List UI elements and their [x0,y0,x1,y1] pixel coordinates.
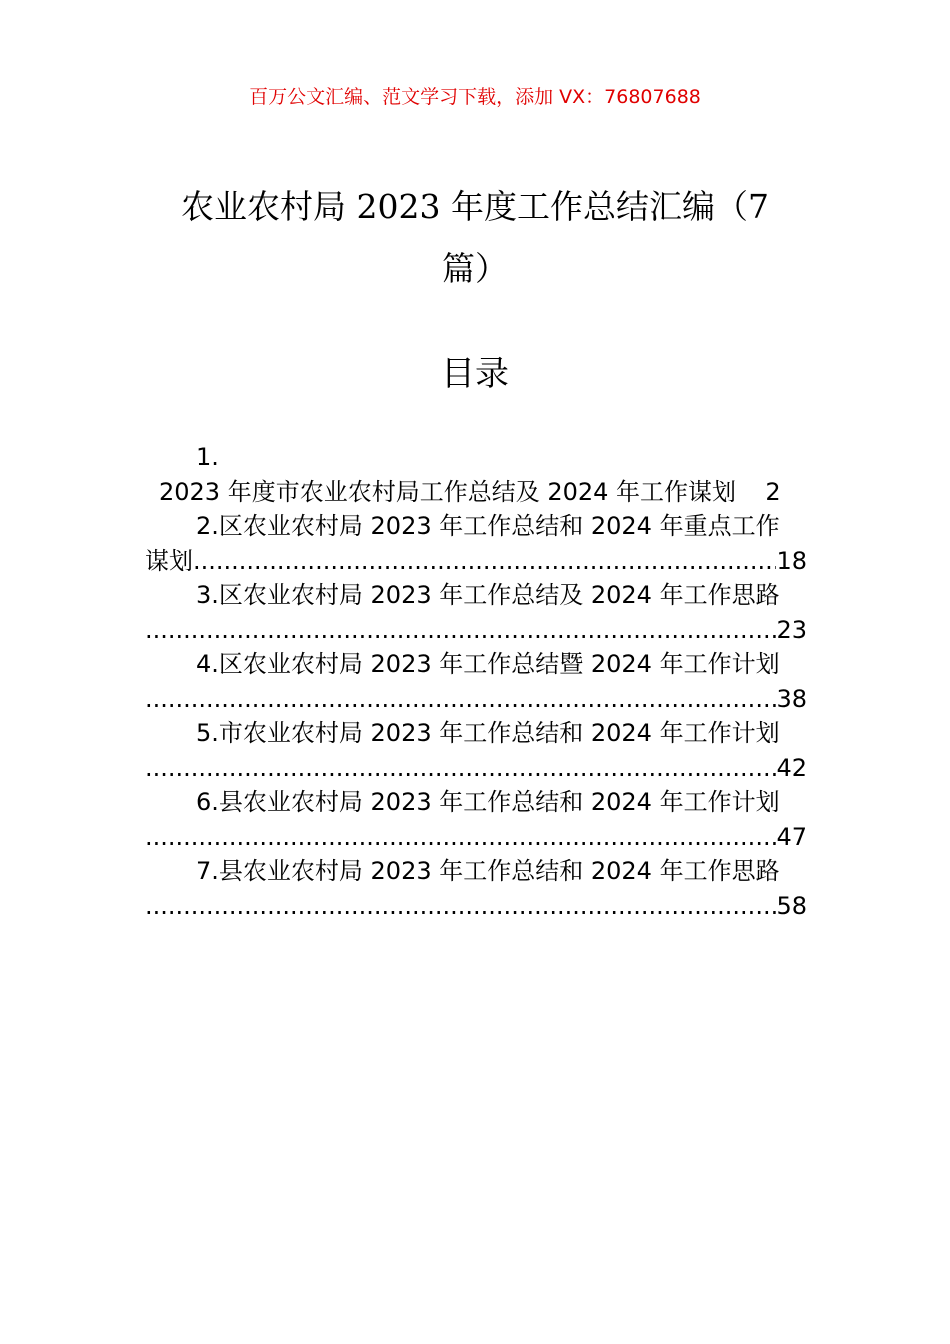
watermark-banner [0,84,950,110]
toc-item-1[interactable] [145,475,807,510]
toc-item-2-title-continued: 谋划 [145,546,193,575]
document-title-line-2: 篇） [442,249,508,288]
toc-item-1-title: 2023 年度市农业农村局工作总结及 2024 年工作谋划 [159,477,737,506]
document-title [145,176,805,300]
toc-leader-dots [145,820,776,855]
toc-item-5-leader[interactable] [145,751,807,786]
toc-item-5-page: 42 [776,753,807,782]
toc-item-7-leader[interactable] [145,889,807,924]
toc-item-5-title[interactable]: 5.市农业农村局 2023 年工作总结和 2024 年工作计划 [196,719,780,747]
toc-item-7-title[interactable]: 7.县农业农村局 2023 年工作总结和 2024 年工作思路 [196,857,780,885]
toc-item-3-title[interactable]: 3.区农业农村局 2023 年工作总结及 2024 年工作思路 [196,581,780,609]
toc-leader-dots [145,613,776,648]
toc-item-4-leader[interactable] [145,682,807,717]
toc-item-1-page: 2 [765,477,781,506]
toc-item-7-page: 58 [776,891,807,920]
toc-item-2-page: 18 [776,546,807,575]
toc-leader-dots [145,682,776,717]
toc-leader-dots [145,751,776,786]
toc-item-2-leader[interactable] [145,544,807,579]
toc-item-4-page: 38 [776,684,807,713]
toc-heading: 目录 [441,354,509,394]
toc-item-1-number[interactable]: 1. [196,443,219,471]
table-of-contents [145,440,807,923]
toc-leader-dots [193,544,776,579]
watermark-text: 百万公文汇编、范文学习下载，添加 VX：76807688 [249,86,701,108]
toc-item-6-page: 47 [776,822,807,851]
toc-item-6-title[interactable]: 6.县农业农村局 2023 年工作总结和 2024 年工作计划 [196,788,780,816]
toc-item-2-title[interactable]: 2.区农业农村局 2023 年工作总结和 2024 年重点工作 [196,512,780,540]
toc-item-3-leader[interactable] [145,613,807,648]
toc-item-4-title[interactable]: 4.区农业农村局 2023 年工作总结暨 2024 年工作计划 [196,650,780,678]
document-title-line-1: 农业农村局 2023 年度工作总结汇编（7 [181,187,769,226]
toc-item-6-leader[interactable] [145,820,807,855]
toc-item-3-page: 23 [776,615,807,644]
toc-leader-dots [145,889,776,924]
